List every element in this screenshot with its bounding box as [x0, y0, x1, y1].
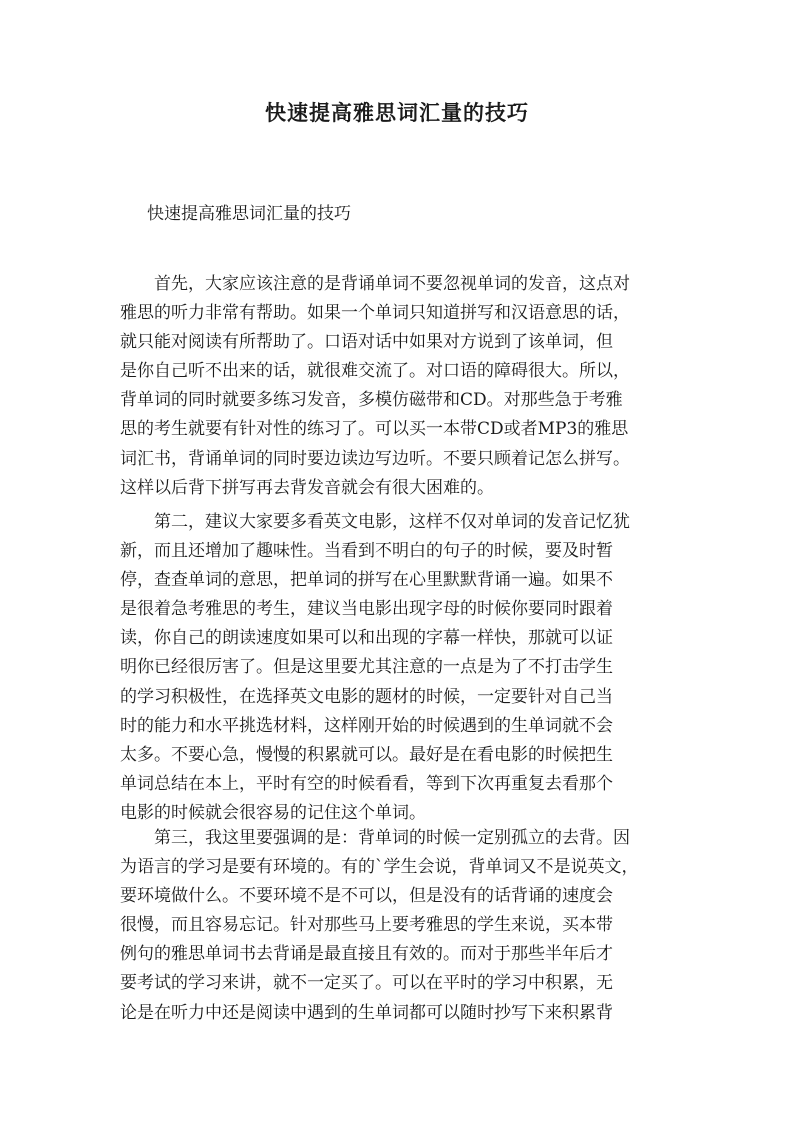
- text-line: 背单词的同时就要多练习发音，多模仿磁带和CD。对那些急于考雅: [120, 390, 623, 411]
- text-line: 时的能力和水平挑选材料，这样刚开始的时候遇到的生单词就不会: [120, 715, 613, 736]
- text-line: 太多。不要心急，慢慢的积累就可以。最好是在看电影的时候把生: [120, 744, 613, 765]
- text-line: 读，你自己的朗读速度如果可以和出现的字幕一样快，那就可以证: [120, 628, 613, 649]
- document-subtitle: 快速提高雅思词汇量的技巧: [147, 204, 351, 224]
- paragraph-1: [120, 270, 690, 503]
- text-line: 雅思的听力非常有帮助。如果一个单词只知道拼写和汉语意思的话，: [120, 303, 630, 324]
- text-line: 词汇书，背诵单词的同时要边读边写边听。不要只顾着记怎么拼写。: [120, 448, 630, 469]
- text-line: 就只能对阅读有所帮助了。口语对话中如果对方说到了该单词，但: [120, 332, 613, 353]
- document-title: 快速提高雅思词汇量的技巧: [265, 100, 529, 125]
- paragraph-3: [120, 824, 690, 1028]
- text-line: 首先，大家应该注意的是背诵单词不要忽视单词的发音，这点对: [120, 274, 630, 294]
- paragraph-2: [120, 508, 690, 828]
- text-line: 要考试的学习来讲，就不一定买了。可以在平时的学习中积累，无: [120, 973, 613, 994]
- text-line: 要环境做什么。不要环境不是不可以，但是没有的话背诵的速度会: [120, 886, 613, 907]
- text-line: 的学习积极性，在选择英文电影的题材的时候，一定要针对自己当: [120, 686, 613, 707]
- text-line: 第二，建议大家要多看英文电影，这样不仅对单词的发音记忆犹: [120, 512, 630, 532]
- text-line: 为语言的学习是要有环境的。有的`学生会说，背单词又不是说英文，: [120, 857, 639, 878]
- text-line: 是很着急考雅思的考生，建议当电影出现字母的时候你要同时跟着: [120, 599, 613, 620]
- text-line: 思的考生就要有针对性的练习了。可以买一本带CD或者MP3的雅思: [120, 419, 629, 440]
- text-line: 是你自己听不出来的话，就很难交流了。对口语的障碍很大。所以，: [120, 361, 630, 382]
- text-line: 例句的雅思单词书去背诵是最直接且有效的。而对于那些半年后才: [120, 944, 613, 965]
- text-line: 很慢，而且容易忘记。针对那些马上要考雅思的学生来说，买本带: [120, 915, 613, 936]
- text-line: 单词总结在本上，平时有空的时候看看，等到下次再重复去看那个: [120, 773, 613, 794]
- text-line: 停，查查单词的意思，把单词的拼写在心里默默背诵一遍。如果不: [120, 570, 613, 591]
- text-line: 明你已经很厉害了。但是这里要尤其注意的一点是为了不打击学生: [120, 657, 613, 678]
- text-line: 第三，我这里要强调的是：背单词的时候一定别孤立的去背。因: [120, 828, 630, 848]
- text-line: 这样以后背下拼写再去背发音就会有很大困难的。: [120, 477, 494, 498]
- text-line: 电影的时候就会很容易的记住这个单词。: [120, 802, 426, 823]
- text-line: 新，而且还增加了趣味性。当看到不明白的句子的时候，要及时暂: [120, 541, 613, 562]
- text-line: 论是在听力中还是阅读中遇到的生单词都可以随时抄写下来积累背: [120, 1002, 613, 1023]
